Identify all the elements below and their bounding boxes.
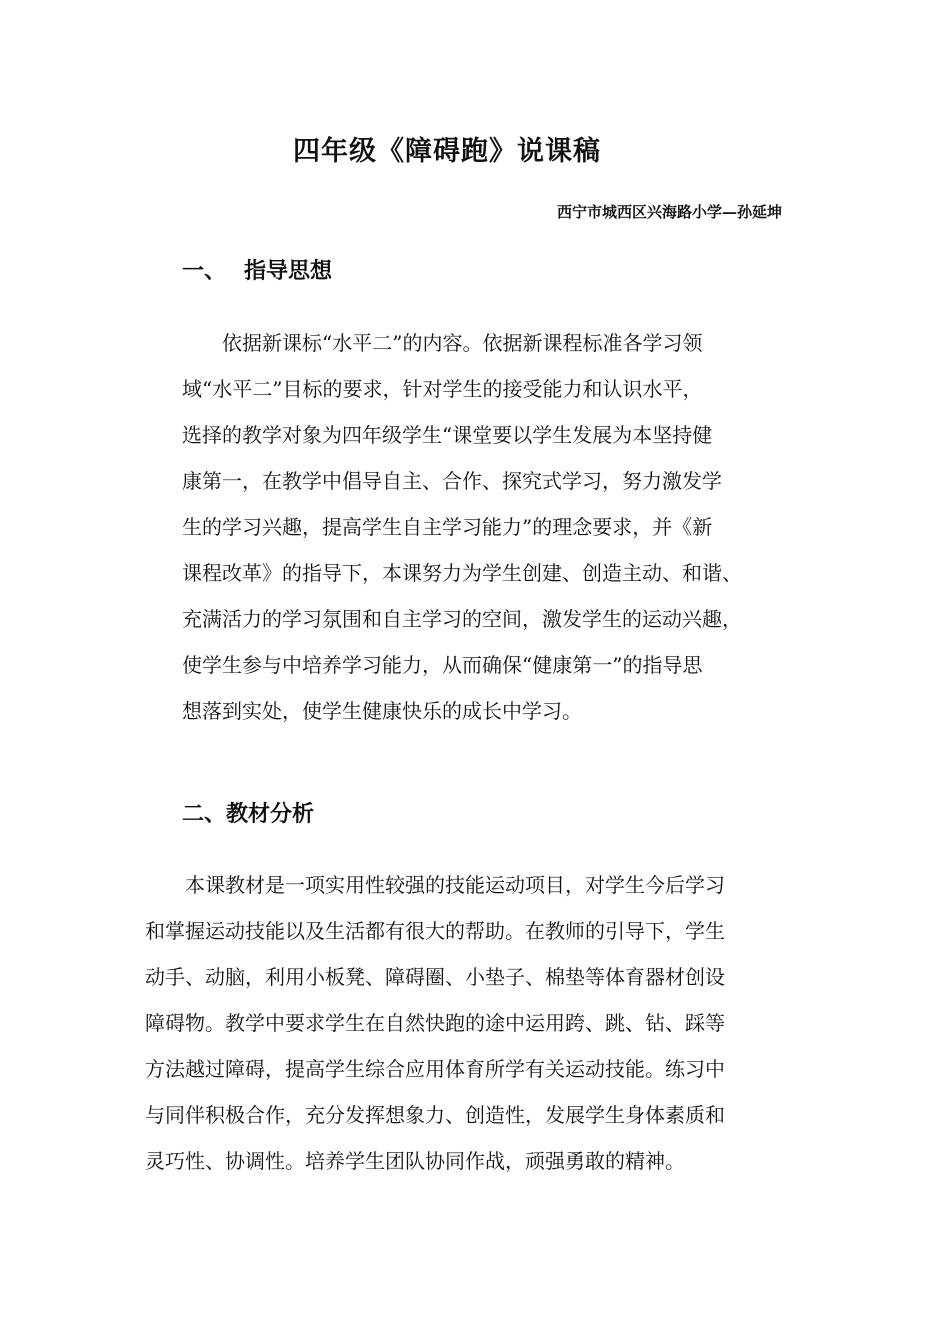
text-line: 依据新课标“水平二”的内容。依据新课程标准各学习领 [182,331,703,355]
text-line: 康第一，在教学中倡导自主、合作、探究式学习，努力激发学 [182,469,722,493]
text-line: 域“水平二”目标的要求，针对学生的接受能力和认识水平， [182,377,703,401]
paragraph-material-analysis [145,862,825,1184]
paragraph-guiding-ideology [182,320,822,734]
text-line: 使学生参与中培养学习能力，从而确保“健康第一”的指导思 [182,653,703,677]
section-title: 指导思想 [244,258,333,284]
section-heading-guiding-ideology [182,254,332,288]
text-line: 障碍物。教学中要求学生在自然快跑的途中运用跨、跳、钻、踩等 [145,1011,725,1035]
section-number: 一、 [182,258,227,284]
text-line: 本课教材是一项实用性较强的技能运动项目，对学生今后学习 [145,873,725,897]
author-byline: 西宁市城西区兴海路小学—孙延坤 [556,203,782,221]
text-line: 想落到实处，使学生健康快乐的成长中学习。 [182,699,582,723]
text-line: 充满活力的学习氛围和自主学习的空间，激发学生的运动兴趣， [182,607,742,631]
text-line: 生的学习兴趣，提高学生自主学习能力”的理念要求，并《新 [182,515,713,539]
text-line: 和掌握运动技能以及生活都有很大的帮助。在教师的引导下，学生 [145,919,725,943]
text-line: 灵巧性、协调性。培养学生团队协同作战，顽强勇敢的精神。 [145,1149,685,1173]
text-line: 动手、动脑，利用小板凳、障碍圈、小垫子、棉垫等体育器材创设 [145,965,725,989]
section-heading-material-analysis: 二、教材分析 [182,801,315,827]
document-title: 四年级《障碍跑》说课稿 [293,136,601,167]
text-line: 与同伴积极合作，充分发挥想象力、创造性，发展学生身体素质和 [145,1103,725,1127]
text-line: 方法越过障碍，提高学生综合应用体育所学有关运动技能。练习中 [145,1057,725,1081]
text-line: 选择的教学对象为四年级学生“课堂要以学生发展为本坚持健 [182,423,713,447]
text-line: 课程改革》的指导下，本课努力为学生创建、创造主动、和谐、 [182,561,742,585]
